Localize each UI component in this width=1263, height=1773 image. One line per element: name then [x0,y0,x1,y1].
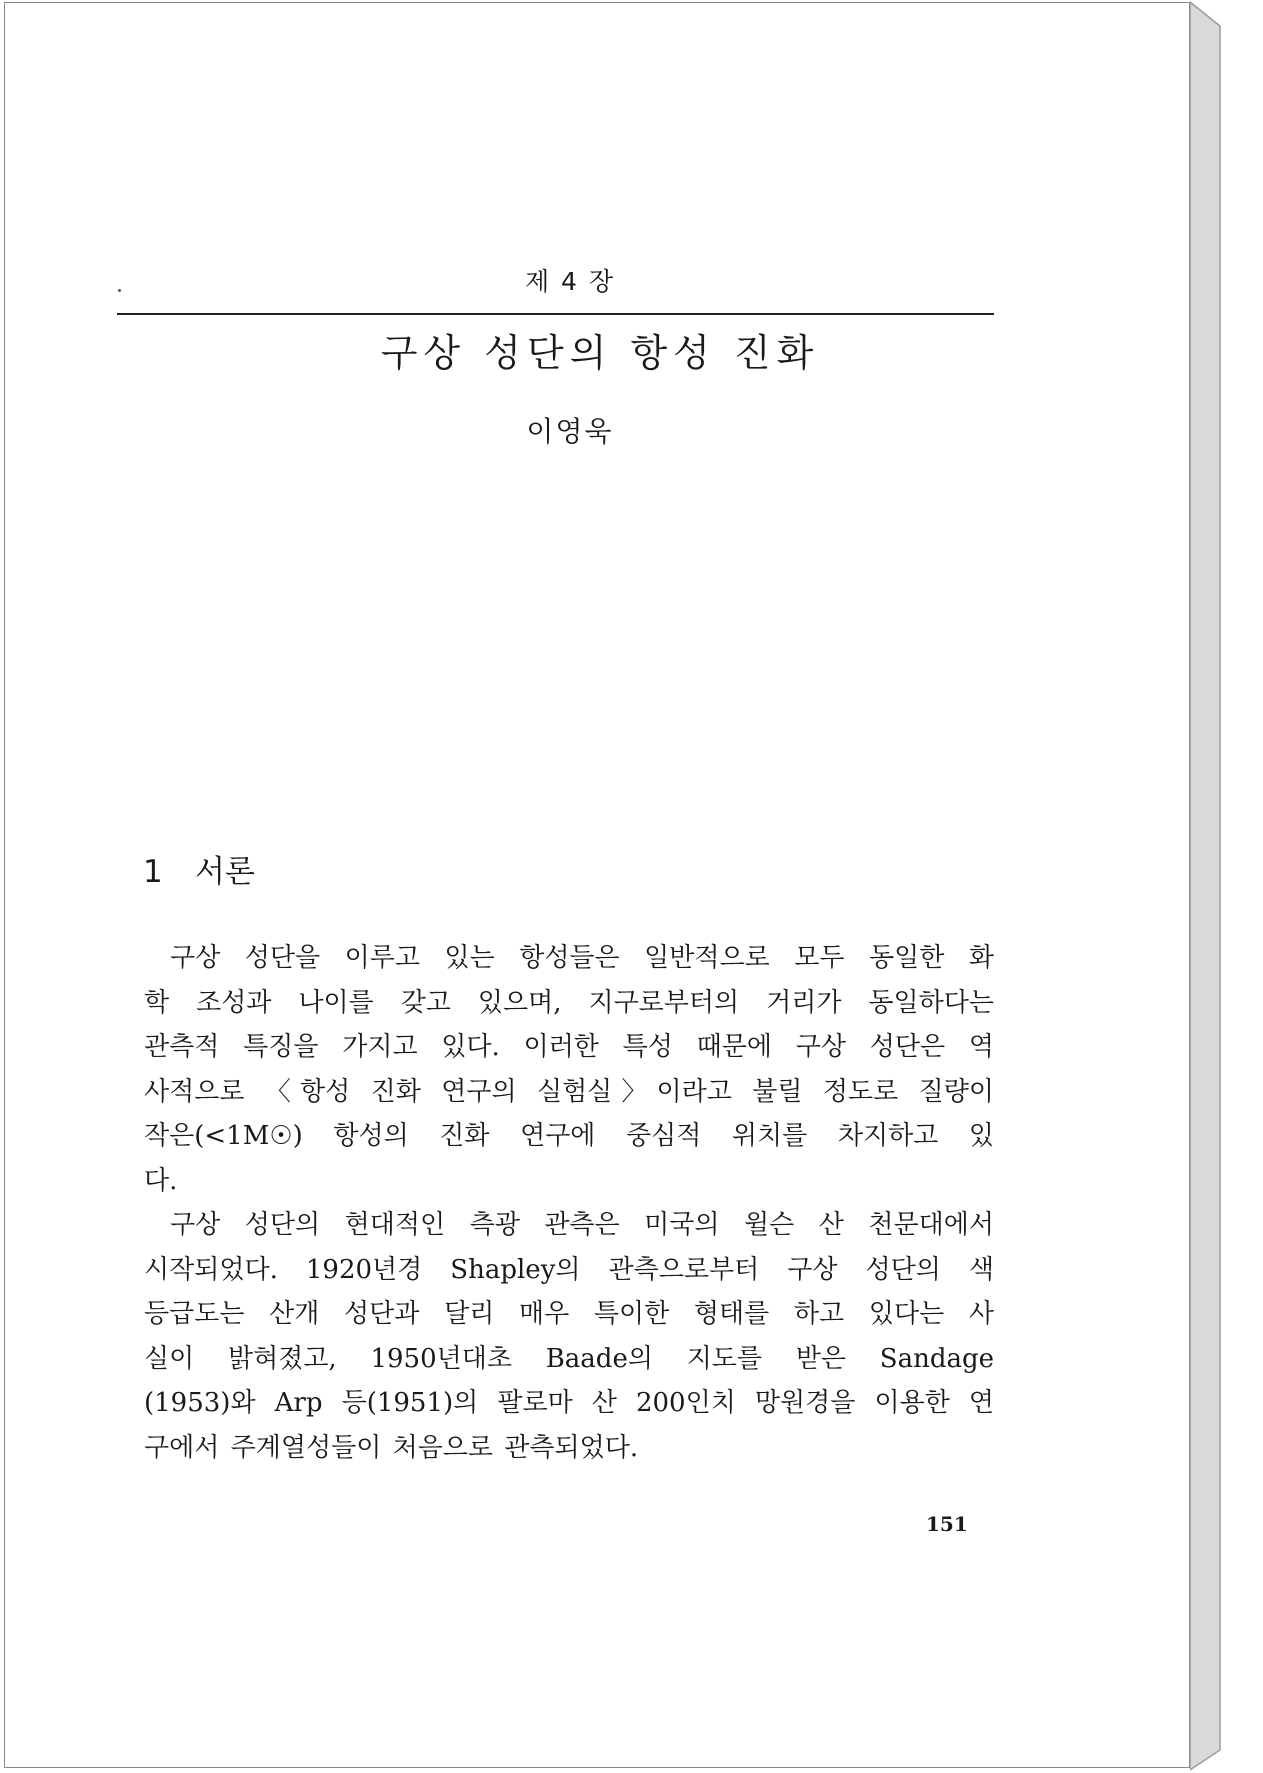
text-line: 구에서 주계열성들이 처음으로 관측되었다. [144,1432,639,1463]
section-title: 서론 [195,854,255,890]
paragraph-2 [118,1203,994,1470]
margin-dot [118,289,121,292]
text-line: 실이 밝혀졌고, 1950년대초 Baade의 지도를 받은 Sandage [144,1343,994,1374]
text-line: 구상 성단의 현대적인 측광 관측은 미국의 윌슨 산 천문대에서 [170,1210,994,1240]
text-line: 사적으로 〈항성 진화 연구의 실험실〉이라고 불릴 정도로 질량이 [144,1076,994,1107]
chapter-title: 구상 성단의 항성 진화 [380,331,820,375]
text-line: (1953)와 Arp 등(1951)의 팔로마 산 200인치 망원경을 이용한 연 [144,1388,994,1418]
text-line: 시작되었다. 1920년경 Shapley의 관측으로부터 구상 성단의 색 [144,1254,994,1285]
chapter-label: 제 4 장 [524,267,616,296]
section-number: 1 [143,854,163,890]
section-heading [143,846,255,891]
chapter-rule [117,313,994,315]
text-line: 관측적 특징을 가지고 있다. 이러한 특성 때문에 구상 성단은 역 [144,1032,994,1062]
paragraph-1 [118,936,994,1203]
text-line: 학 조성과 나이를 갖고 있으며, 지구로부터의 거리가 동일하다는 [144,987,994,1018]
text-line: 다. [144,1165,178,1196]
page-number: 151 [926,1512,968,1536]
text-line: 작은(<1M☉) 항성의 진화 연구에 중심적 위치를 차지하고 있 [144,1121,994,1151]
body-text [118,936,994,1470]
author-name: 이영욱 [526,415,614,448]
text-line: 구상 성단을 이루고 있는 항성들은 일반적으로 모두 동일한 화 [170,943,994,973]
text-line: 등급도는 산개 성단과 달리 매우 특이한 형태를 하고 있다는 사 [144,1299,994,1329]
